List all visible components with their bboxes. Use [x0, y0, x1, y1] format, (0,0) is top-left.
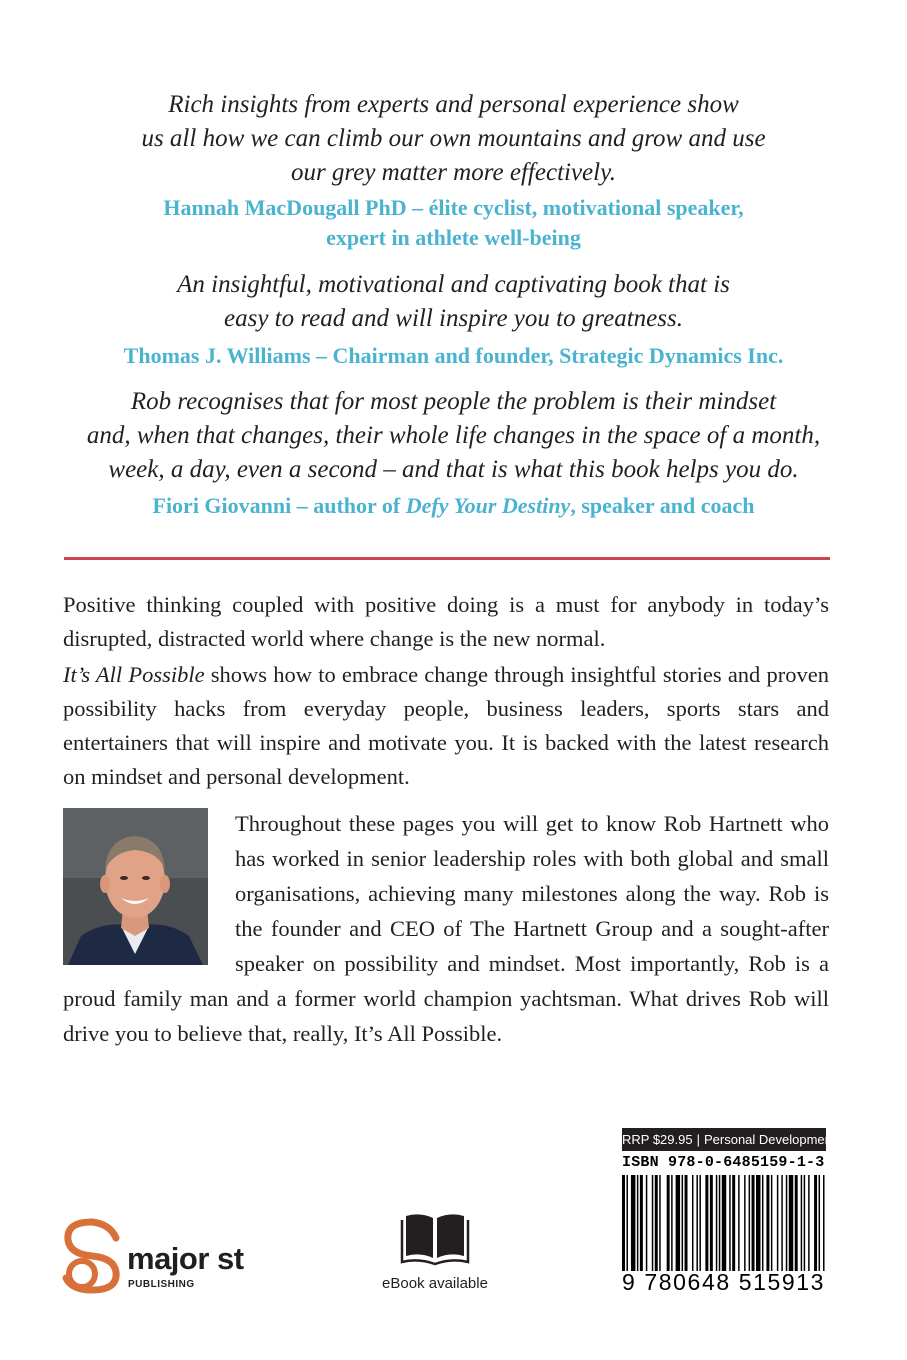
quote-line: easy to read and will inspire you to greatness. [224, 305, 683, 332]
divider-rule [64, 557, 830, 560]
blurb-paragraph-2 [63, 658, 829, 794]
attribution-book-title: Defy Your Destiny [405, 493, 571, 518]
attribution-line: expert in athlete well-being [326, 225, 581, 250]
attribution-line: Thomas J. Williams – Chairman and founder, Strategic Dynamics Inc. [123, 343, 784, 368]
category-label: Personal Development [703, 1132, 836, 1147]
ebook-available-label: eBook available [382, 1275, 488, 1292]
quote-line: us all how we can climb our own mountains and grow and use [141, 125, 766, 152]
blurb-paragraph-1: Positive thinking coupled with positive doing is a must for anybody in today’s disrupted, distracted world where change is the new normal. [63, 592, 829, 651]
endorsement-3-quote [40, 385, 867, 487]
endorsement-2-attribution [40, 341, 867, 371]
blurb-paragraph-2-text: shows how to embrace change through insightful stories and proven possibility hacks from everyday people, business leaders, sports stars and entertainers that will inspire and motivate you. It is backed with the latest research on mindset and personal development. [63, 662, 829, 789]
attribution-prefix: Fiori Giovanni – author of [152, 493, 406, 518]
endorsement-2-quote [40, 268, 867, 336]
endorsement-1-attribution [40, 193, 867, 253]
quote-line: Rich insights from experts and personal experience show [168, 91, 739, 118]
endorsement-1-quote [40, 88, 867, 190]
publisher-name: major st [127, 1241, 244, 1276]
quote-line: An insightful, motivational and captivating book that is [177, 271, 730, 298]
attribution-line: Hannah MacDougall PhD – élite cyclist, motivational speaker, [163, 195, 744, 220]
attribution-suffix: , speaker and coach [570, 493, 755, 518]
quote-line: our grey matter more effectively. [290, 159, 617, 186]
barcode-icon [622, 1175, 826, 1271]
isbn-label: ISBN 978-0-6485159-1-3 [622, 1154, 825, 1171]
publisher-tagline: PUBLISHING [128, 1279, 195, 1290]
rrp-price: RRP $29.95 [622, 1132, 693, 1147]
author-bio [63, 806, 829, 1051]
price-box: RRP $29.95 | Personal Development [622, 1128, 826, 1151]
quote-line: Rob recognises that for most people the problem is their mindset [130, 388, 777, 415]
quote-line: week, a day, even a second – and that is what this book helps you do. [108, 456, 799, 483]
book-title: It’s All Possible [63, 662, 205, 687]
endorsement-3-attribution [40, 491, 867, 521]
open-book-icon [400, 1208, 470, 1266]
quote-line: and, when that changes, their whole life changes in the space of a month, [86, 422, 821, 449]
author-bio-text: Throughout these pages you will get to know Rob Hartnett who has worked in senior leadership roles with both global and small organisations, achieving many milestones along the way. Rob is the founder and CEO of The Hartnett Group and a sought-after speaker on possibility and mindset. Most importantly, Rob is a proud family man and a former world champion yachtsman. What drives Rob will drive you to believe that, really, It’s All Possible. [63, 811, 829, 1046]
barcode-digits: 9 780648 515913 [622, 1269, 826, 1295]
